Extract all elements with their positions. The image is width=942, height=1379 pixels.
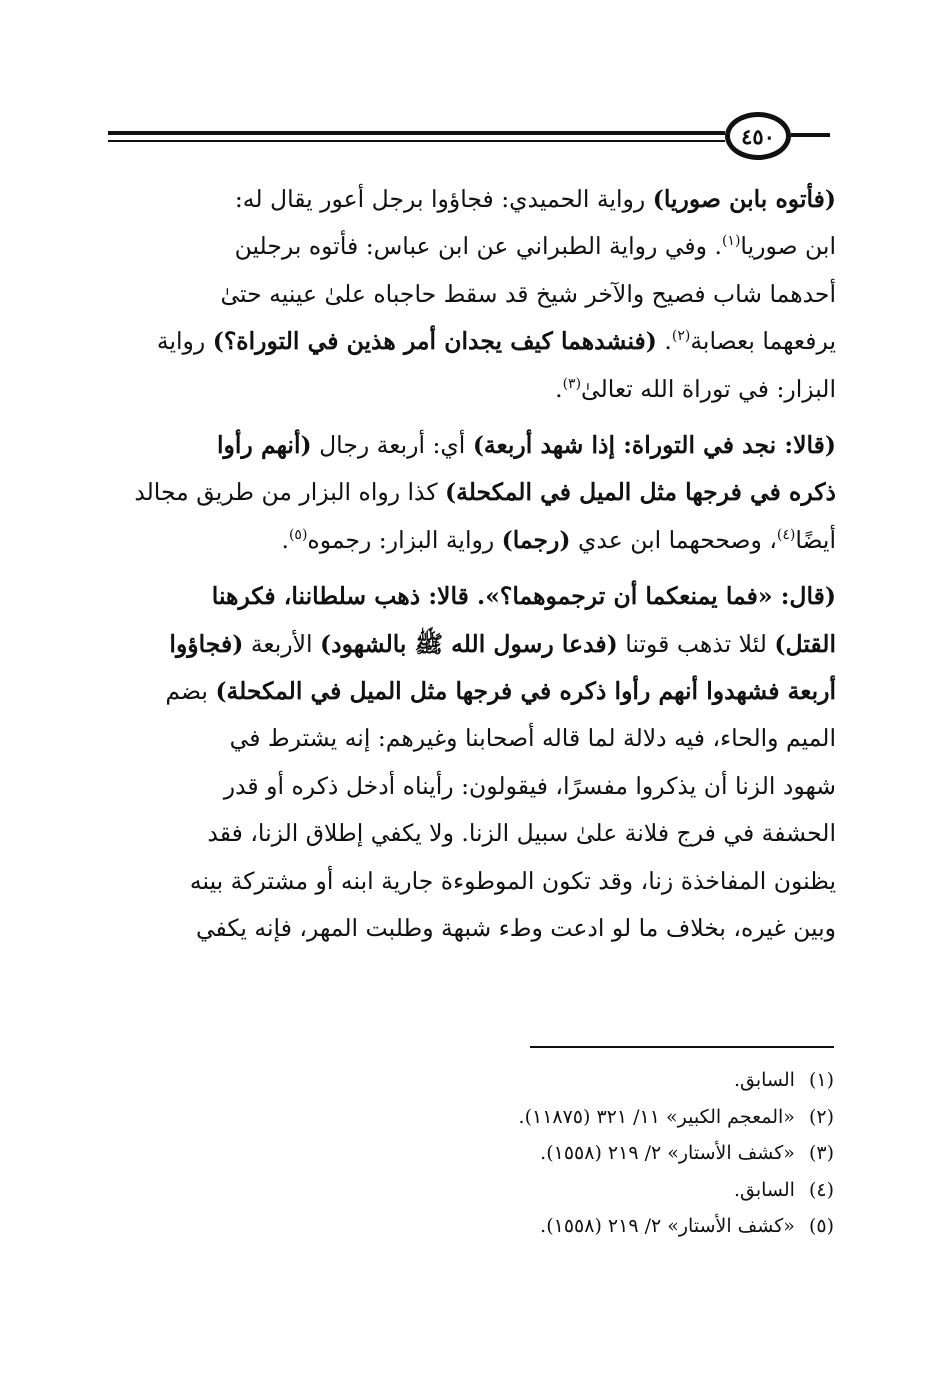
header-rule-thick — [108, 131, 725, 135]
bold-quote: (فدعا رسول الله ﷺ بالشهود) — [320, 629, 618, 658]
footnote-number: (٣) — [808, 1142, 834, 1164]
bold-quote: (رجما) — [501, 525, 571, 554]
paragraph-3 — [106, 573, 836, 952]
text: يظنون المفاخذة زنا، وقد تكون الموطوءة جارية ابنه أو مشتركة بينه — [189, 866, 836, 895]
text: شهود الزنا أن يذكروا مفسرًا، فيقولون: رأيناه أدخل ذكره أو قدر — [223, 771, 836, 800]
text-line — [106, 763, 836, 810]
text-line — [106, 469, 836, 516]
text: الميم والحاء، فيه دلالة لما قاله أصحابنا وغيرهم: إنه يشترط في — [229, 724, 836, 753]
paragraph-1 — [106, 176, 836, 413]
footnote-number: (٢) — [808, 1105, 834, 1128]
bold-quote: (فجاؤوا — [169, 629, 244, 658]
bold-quote: القتل) — [774, 629, 836, 658]
footnote-text: «كشف الأستار» ٢/ ٢١٩ (١٥٥٨). — [540, 1215, 795, 1237]
footnote-ref: (٥) — [288, 527, 308, 544]
footnotes — [314, 1062, 834, 1245]
text: . — [281, 525, 289, 554]
footnote-ref: (١) — [721, 233, 741, 250]
footnote — [314, 1062, 834, 1099]
text-line — [106, 517, 836, 564]
footnote-text: «كشف الأستار» ٢/ ٢١٩ (١٥٥٨). — [540, 1142, 795, 1164]
bold-quote: (قالا: نجد في التوراة: إذا شهد أربعة) — [472, 431, 836, 460]
text-line — [106, 905, 836, 952]
text: . — [656, 327, 672, 356]
text: رواية الحميدي: فجاؤوا برجل أعور يقال له: — [234, 185, 653, 213]
footnote-text: السابق. — [733, 1069, 795, 1091]
text-line — [106, 366, 836, 413]
footnote-ref: (٤) — [776, 527, 796, 544]
text: أي: أربعة رجال — [311, 431, 473, 460]
footnote — [314, 1172, 834, 1209]
text-line — [106, 810, 836, 857]
paragraph-2 — [106, 422, 836, 564]
text: ، وصححهما ابن عدي — [570, 525, 777, 554]
header-rule-tail — [791, 133, 830, 137]
footnote — [314, 1099, 834, 1136]
page-number-badge — [725, 112, 791, 160]
footnote-number: (٥) — [808, 1215, 834, 1237]
footnote-number: (١) — [808, 1069, 834, 1091]
text: . وفي رواية الطبراني عن ابن عباس: فأتوه برجلين — [234, 232, 722, 261]
footnote-number: (٤) — [808, 1178, 834, 1201]
text: وبين غيره، بخلاف ما لو ادعت وطء شبهة وطلبت المهر، فإنه يكفي — [195, 914, 836, 943]
text-line — [106, 858, 836, 905]
text: الأربعة — [243, 629, 321, 658]
header-rule-thin — [108, 140, 725, 142]
page-number: ٤٥٠ — [741, 123, 775, 149]
footnote-ref: (٢) — [671, 328, 691, 345]
page-header — [108, 112, 830, 162]
text-line — [106, 318, 836, 365]
bold-quote: (فأتوه بابن صوريا) — [652, 185, 836, 213]
text-line — [106, 573, 836, 620]
footnote-ref: (٣) — [562, 375, 582, 392]
bold-quote: (قال: «فما يمنعكما أن ترجموهما؟». قالا: ذهب سلطاننا، فكرهنا — [211, 582, 836, 611]
main-text — [106, 176, 836, 962]
bold-quote: (أنهم رأوا — [217, 431, 312, 460]
footnote-separator — [530, 1046, 834, 1048]
footnote-text: «المعجم الكبير» ١١/ ٣٢١ (١١٨٧٥). — [518, 1105, 795, 1128]
text-line — [106, 715, 836, 762]
text-line — [106, 223, 836, 270]
text-line — [106, 176, 836, 223]
footnote — [314, 1135, 834, 1172]
text: الحشفة في فرج فلانة علىٰ سبيل الزنا. ولا يكفي إطلاق الزنا، فقد — [207, 819, 836, 848]
text: رواية البزار: رجموه — [307, 525, 502, 554]
text-line — [106, 422, 836, 469]
text: لئلا تذهب قوتنا — [617, 629, 775, 658]
footnote — [314, 1208, 834, 1245]
text: . — [555, 374, 563, 403]
text-line — [106, 621, 836, 668]
bold-quote: أربعة فشهدوا أنهم رأوا ذكره في فرجها مثل الميل في المكحلة) — [215, 677, 836, 706]
text-line — [106, 271, 836, 318]
text: أيضًا — [795, 525, 836, 554]
text: البزار: في توراة الله تعالىٰ — [581, 374, 836, 403]
text: كذا رواه البزار من طريق مجالد — [134, 478, 446, 507]
bold-quote: ذكره في فرجها مثل الميل في المكحلة) — [445, 478, 836, 507]
text: يرفعهما بعصابة — [690, 327, 836, 356]
text: بضم — [165, 677, 216, 706]
text-line — [106, 668, 836, 715]
text: ابن صوريا — [740, 232, 836, 261]
text: أحدهما شاب فصيح والآخر شيخ قد سقط حاجباه علىٰ عينيه حتىٰ — [220, 279, 836, 308]
bold-quote: (فنشدهما كيف يجدان أمر هذين في التوراة؟) — [212, 327, 657, 356]
footnote-text: السابق. — [733, 1178, 795, 1201]
text: رواية — [156, 327, 213, 356]
